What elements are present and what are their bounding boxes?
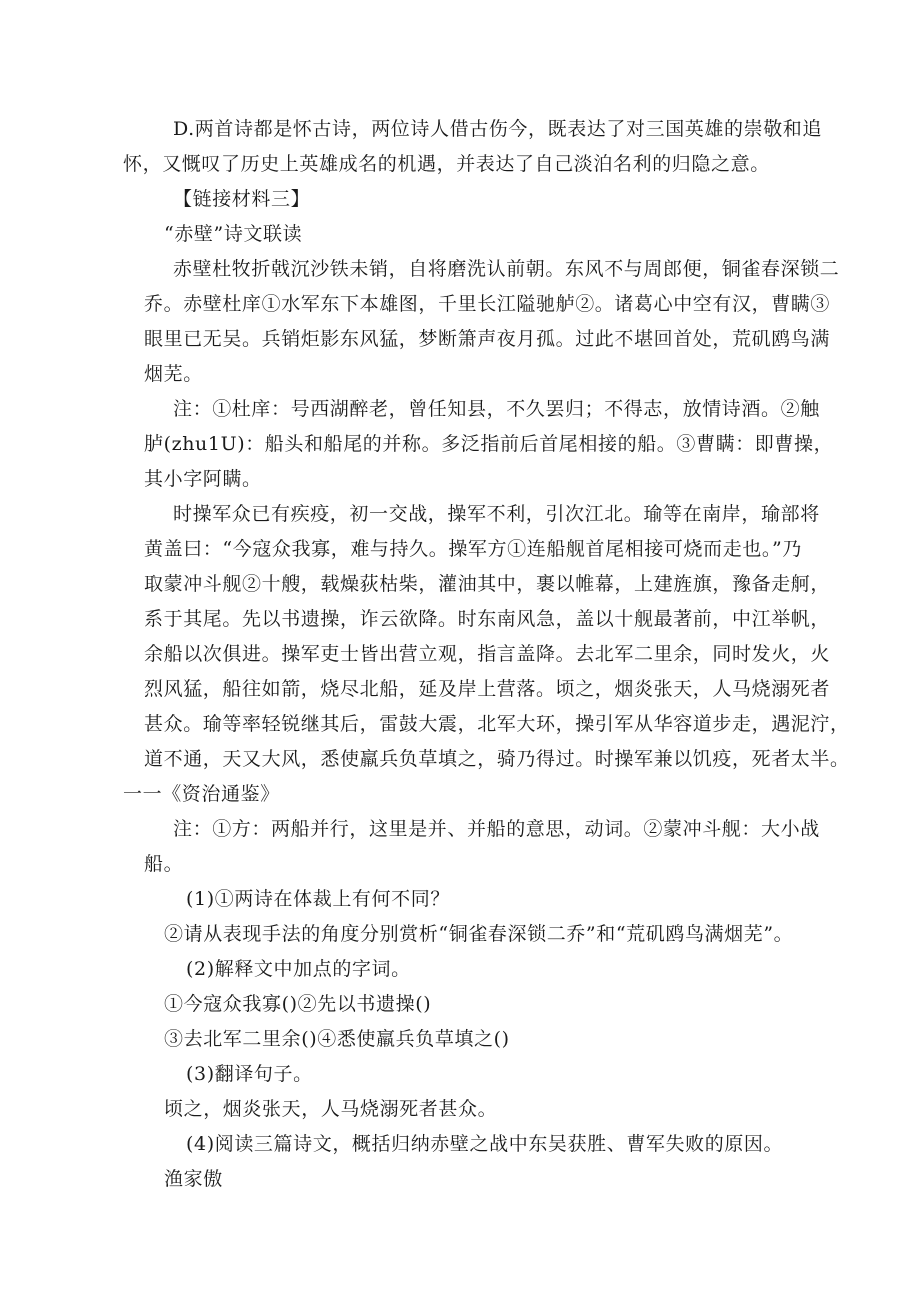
poem-line-1: 赤壁杜牧折戟沉沙铁未销，自将磨洗认前朝。东风不与周郎便，铜雀春深锁二 xyxy=(173,258,840,280)
question-1-part-1: (1)①两诗在体裁上有何不同？ xyxy=(186,888,450,910)
prose-line-7: 甚众。瑜等率轻锐继其后，雷鼓大震，北军大环，操引军从华容道步走，遇泥泞， xyxy=(144,713,850,735)
poem-line-3: 眼里已无吴。兵销炬影东风猛，梦断箫声夜月孤。过此不堪回首处，荒矶鸥鸟满 xyxy=(144,328,831,350)
prose-note-line-1: 注：①方：两船并行，这里是并、并船的意思，动词。②蒙冲斗舰：大小战 xyxy=(173,818,820,840)
question-2-items-2: ③去北军二里余()④悉使羸兵负草填之() xyxy=(164,1028,510,1050)
note-line-1: 注：①杜庠：号西湖醉老，曾任知县，不久罢归；不得志，放情诗酒。②触 xyxy=(173,398,820,420)
question-2: (2)解释文中加点的字词。 xyxy=(186,958,411,980)
prose-line-1: 时操军众已有疾疫，初一交战，操军不利，引次江北。瑜等在南岸，瑜部将 xyxy=(173,503,820,525)
poem-line-2: 乔。赤壁杜庠①水军东下本雄图，千里长江隘驰舻②。诸葛心中空有汉，曹瞒③ xyxy=(144,293,831,315)
prose-line-6: 烈风猛，船往如箭，烧尽北船，延及岸上营落。顷之，烟炎张天，人马烧溺死者 xyxy=(144,678,831,700)
prose-line-2: 黄盖曰：“今寇众我寡，难与持久。操军方①连船舰首尾相接可烧而走也。”乃 xyxy=(144,538,802,560)
note-line-3: 其小字阿瞒。 xyxy=(144,468,262,490)
note-line-2: 胪(zhu1U)：船头和船尾的并称。多泛指前后首尾相接的船。③曹瞒：即曹操， xyxy=(144,433,834,455)
poem-line-4: 烟芜。 xyxy=(144,363,203,385)
question-2-items-1: ①今寇众我寡()②先以书遗操() xyxy=(164,993,432,1015)
prose-note-line-2: 船。 xyxy=(144,853,184,875)
question-1-part-2: ②请从表现手法的角度分别赏析“铜雀春深锁二乔”和“荒矶鸥鸟满烟芜”。 xyxy=(164,923,794,945)
prose-line-3: 取蒙冲斗舰②十艘，载燥荻枯柴，灌油其中，裹以帷幕，上建旌旗，豫备走舸， xyxy=(144,573,831,595)
section-heading: 【链接材料三】 xyxy=(173,188,311,210)
question-3-sentence: 顷之，烟炎张天，人马烧溺死者甚众。 xyxy=(164,1098,498,1120)
subheading: “赤壁”诗文联读 xyxy=(164,223,303,245)
prose-line-5: 余船以次俱进。操军吏士皆出营立观，指言盖降。去北军二里余，同时发火，火 xyxy=(144,643,831,665)
question-3: (3)翻译句子。 xyxy=(186,1063,313,1085)
source-line: 一一《资治通鉴》 xyxy=(123,783,280,805)
option-d-line-1: D.两首诗都是怀古诗，两位诗人借古伤今，既表达了对三国英雄的崇敬和追 xyxy=(173,118,822,140)
next-title: 渔家傲 xyxy=(164,1168,223,1190)
prose-line-8: 道不通，天又大风，悉使羸兵负草填之，骑乃得过。时操军兼以饥疫，死者太半。 xyxy=(144,748,850,770)
option-d-line-2: 怀，又慨叹了历史上英雄成名的机遇，并表达了自己淡泊名利的归隐之意。 xyxy=(123,153,770,175)
prose-line-4: 系于其尾。先以书遗操，诈云欲降。时东南风急，盖以十舰最著前，中江举帆， xyxy=(144,608,831,630)
question-4: (4)阅读三篇诗文，概括归纳赤壁之战中东吴获胜、曹军失败的原因。 xyxy=(186,1133,784,1155)
